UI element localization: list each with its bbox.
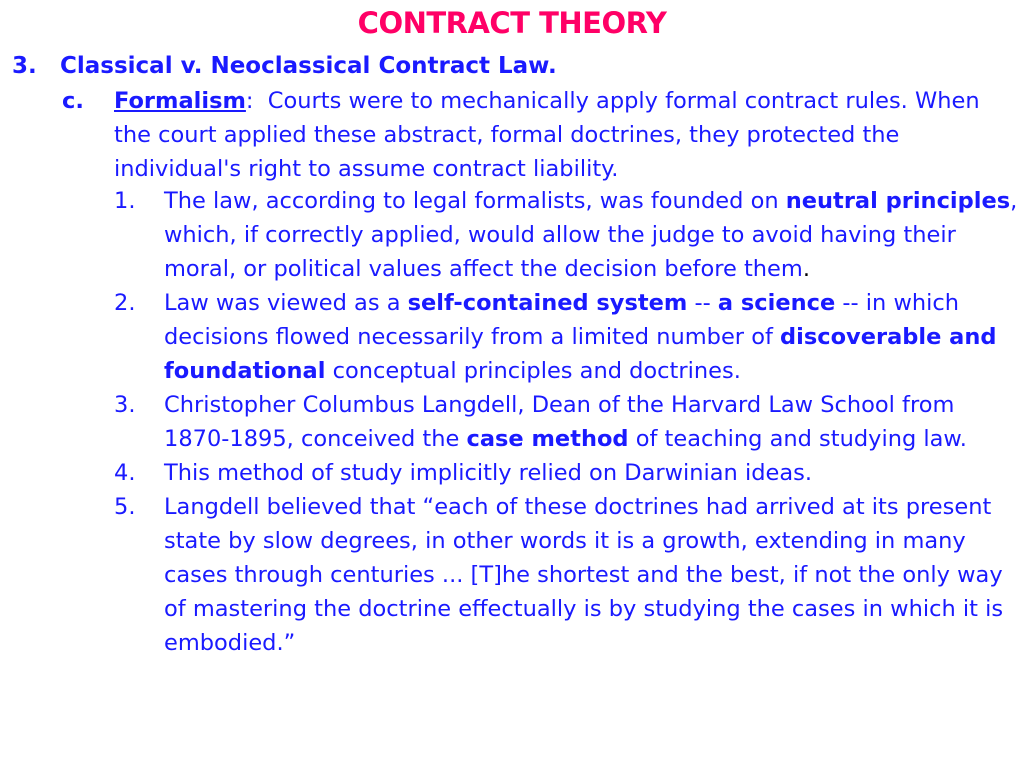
list-item-text: Law was viewed as a	[164, 290, 408, 316]
list-item-text: -- in which decisions flowed necessarily from a limited number of	[164, 290, 959, 350]
list-item-emphasis: case method	[466, 426, 629, 452]
subsection-letter: c.	[62, 88, 84, 114]
list-item-number: 4.	[114, 460, 136, 486]
list-item-emphasis: discoverable and foundational	[164, 324, 997, 384]
list-item-text: conceptual principles and doctrines.	[325, 358, 741, 384]
subsection-heading: Formalism	[114, 88, 246, 114]
list-item	[114, 490, 1020, 660]
subsection-body	[114, 84, 1020, 186]
page-title: CONTRACT THEORY	[357, 6, 667, 40]
list-item-emphasis: a science	[717, 290, 836, 316]
numbered-list	[114, 184, 1020, 660]
list-item-text: Langdell believed that “each of these doctrines had arrived at its present state by slow degrees, in other words it is a growth, extending in many cases through centuries ... [T]he shortest and the best, if not the only way of mastering the doctrine effectually is by studying the cases in which it is embodied.”	[164, 494, 1004, 656]
list-item	[114, 286, 1020, 388]
list-item-text: --	[687, 290, 718, 316]
section-heading-text: Classical v. Neoclassical Contract Law.	[60, 53, 557, 79]
list-item-emphasis: neutral principles	[785, 188, 1011, 214]
section-heading	[12, 50, 557, 82]
list-item-number: 2.	[114, 290, 136, 316]
subsection-separator: :	[245, 88, 268, 114]
section-number: 3.	[12, 53, 37, 79]
list-item-number: 3.	[114, 392, 136, 418]
list-item-text: The law, according to legal formalists, was founded on	[164, 188, 786, 214]
subsection	[62, 84, 1020, 186]
list-item	[114, 184, 1020, 286]
list-item-text: of teaching and studying law.	[628, 426, 967, 452]
list-item	[114, 388, 1020, 456]
list-item-emphasis: self-contained system	[407, 290, 688, 316]
subsection-text: Courts were to mechanically apply formal contract rules. When the court applied these abstract, formal doctrines, they protected the individual's right to assume contract liability.	[114, 88, 980, 182]
list-item	[114, 456, 1020, 490]
list-item-number: 5.	[114, 494, 136, 520]
list-item-number: 1.	[114, 188, 136, 214]
list-item-text: This method of study implicitly relied on Darwinian ideas.	[164, 460, 813, 486]
list-item-text: , which, if correctly applied, would allow the judge to avoid having their moral, or political values affect the decision before them	[164, 188, 1018, 282]
list-item-text: Christopher Columbus Langdell, Dean of the Harvard Law School from 1870-1895, conceived the	[164, 392, 955, 452]
list-item-text: .	[802, 256, 810, 282]
